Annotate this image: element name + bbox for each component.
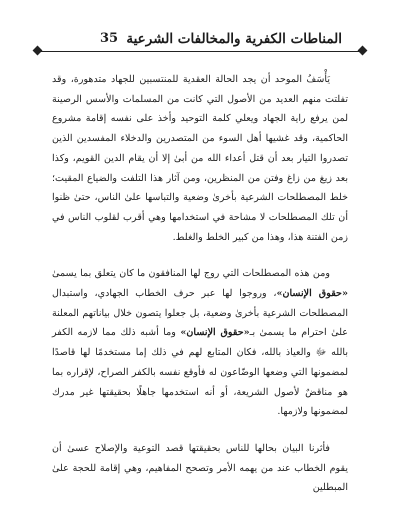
diamond-ornament-icon — [358, 46, 368, 56]
bold-term: «حقوق الإنسان» — [276, 288, 348, 300]
body-text — [52, 70, 348, 498]
paragraph — [52, 439, 348, 498]
paragraph-text: ، وروجوا لها عبر حرف الخطاب الجهادي، واستبدال المصطلحات الشرعية بأخرىٰ وضعية، بل جعلوا يتصون خلال بياناتهم المعلنة علىٰ احترام ما يسمىٰ بـ — [52, 288, 348, 339]
diamond-ornament-icon — [33, 46, 43, 56]
page-number: 35 — [100, 31, 119, 46]
header-rule — [38, 51, 362, 52]
paragraph — [52, 70, 348, 247]
running-header — [34, 30, 366, 56]
paragraph-text: يَأْسَفُ الموحد أن يجد الحالة العقدية للمنتسبين للجهاد متدهورة، وقد تفلتت منهم العديد من الأصول التي كانت من المسلمات والأسس الرصينة لمن يرفع راية الجهاد ويعلي كلمة التوحيد وأخذ على نفسه إقامة مشروع الحاكمية، وقد غشيها أهل السوء من المتصدرين والدخلاء المفسدين الذين تصدروا التيار بعد أن قتل أعداء الله من أبىٰ إلا أن يقام الدين القويم، وكذا بعد زيغ من زاغ وفتن من المنظرين، ومن آثار هذا التلفت والضياع المقيت؛ خلط المصطلحات الشرعية بأخرىٰ وضعية والتباسها علىٰ الناس، حتىٰ ظنوا أن تلك المصطلحات لا مشاحة في استخدامها وهي أقرب لقلوب الناس في زمن الفتنة هذا، وهذا من كبير الخلط والغلط. — [52, 74, 348, 243]
header-title: المناطات الكفرية والمخالفات الشرعية — [126, 31, 342, 47]
paragraph — [52, 264, 348, 422]
bold-term: «حقوق الإنسان» — [180, 327, 250, 339]
paragraph-text: وما أشبه ذلك مما لازمه الكفر بالله ﷻ والعياذ بالله، فكان المتابع لهم في ذلك إما مستخدمًا لها قاصدًا لمضمونها التي وضعها الوضّاعون له فأوقع نفسه بالكفر الصراح، لإقراره بما هو مناقضٌ لأصول الشريعة، أو أنه استخدمها جاهلًا بحقيقتها غير مدرك لمضمونها ولازمها. — [52, 327, 348, 418]
paragraph-text: فأثرنا البيان بحالها للناس بحقيقتها قصد التوعية والإصلاح عسىٰ أن يقوم الخطاب عند من يهمه الأمر وتصحح المفاهيم، وهي إقامة للحجة علىٰ المبطلين — [52, 442, 348, 494]
paragraph-text: ومن هذه المصطلحات التي روج لها المنافقون ما كان يتعلق بما يسمىٰ — [52, 268, 330, 280]
